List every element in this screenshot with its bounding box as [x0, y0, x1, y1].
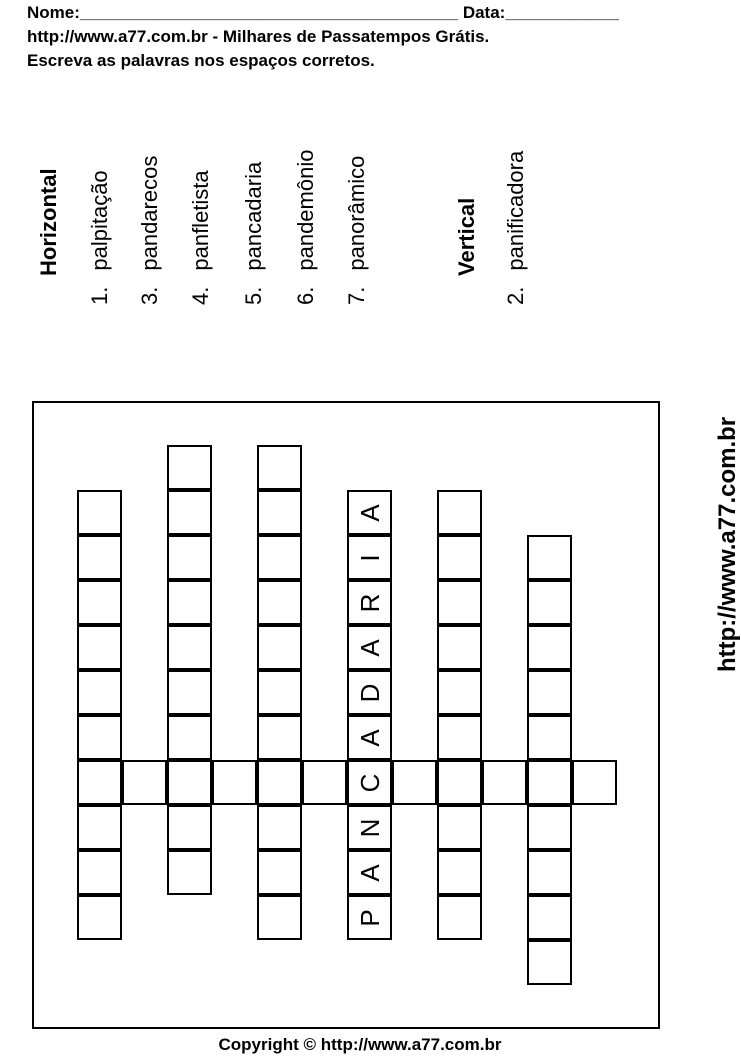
- crossword-cell[interactable]: [122, 760, 167, 805]
- clue-number: 5.: [241, 286, 266, 305]
- crossword-cell[interactable]: [527, 715, 572, 760]
- cell-letter: I: [354, 553, 385, 562]
- instructions: Escreva as palavras nos espaços corretos.: [27, 51, 375, 70]
- copyright: Copyright © http://www.a77.com.br: [218, 1035, 502, 1054]
- clue-word: palpitação: [87, 170, 112, 271]
- site-line: http://www.a77.com.br - Milhares de Passatempos Grátis.: [27, 27, 490, 46]
- crossword-cell[interactable]: [347, 490, 392, 535]
- crossword-cell[interactable]: [572, 760, 617, 805]
- nome-label: Nome:: [27, 3, 80, 22]
- crossword-cell[interactable]: [257, 850, 302, 895]
- cell-letter: R: [354, 593, 385, 612]
- crossword-cell[interactable]: [527, 895, 572, 940]
- cell-letter: A: [354, 638, 385, 657]
- crossword-cell[interactable]: [347, 625, 392, 670]
- crossword-cell[interactable]: [347, 805, 392, 850]
- data-blank[interactable]: ____________: [505, 3, 619, 22]
- crossword-cell[interactable]: [347, 580, 392, 625]
- crossword-cell[interactable]: [527, 805, 572, 850]
- crossword-cell[interactable]: [77, 535, 122, 580]
- crossword-cell[interactable]: [77, 625, 122, 670]
- clue-word: pandarecos: [137, 155, 162, 271]
- crossword-cell[interactable]: [257, 895, 302, 940]
- vertical-heading: Vertical: [454, 197, 479, 276]
- crossword-cell[interactable]: [437, 535, 482, 580]
- crossword-cell[interactable]: [212, 760, 257, 805]
- cell-letter: C: [354, 773, 385, 792]
- crossword-cell[interactable]: [257, 760, 302, 805]
- crossword-cell[interactable]: [167, 445, 212, 490]
- side-url: http://www.a77.com.br: [714, 416, 741, 672]
- crossword-cell[interactable]: [167, 535, 212, 580]
- clue-number: 2.: [503, 286, 528, 305]
- clue-number: 3.: [137, 286, 162, 305]
- crossword-cell[interactable]: [257, 445, 302, 490]
- crossword-cell[interactable]: [527, 580, 572, 625]
- crossword-cell[interactable]: [77, 805, 122, 850]
- crossword-cell[interactable]: [437, 490, 482, 535]
- crossword-cell[interactable]: [167, 760, 212, 805]
- crossword-cell[interactable]: [347, 850, 392, 895]
- crossword-cell[interactable]: [77, 850, 122, 895]
- crossword-cell[interactable]: [437, 895, 482, 940]
- crossword-cell[interactable]: [257, 715, 302, 760]
- crossword-cell[interactable]: [347, 535, 392, 580]
- crossword-cell[interactable]: [437, 580, 482, 625]
- crossword-cell[interactable]: [347, 715, 392, 760]
- crossword-cell[interactable]: [167, 715, 212, 760]
- crossword-cell[interactable]: [77, 670, 122, 715]
- clue-vertical-2: [505, 151, 527, 305]
- clue-horizontal-3: [139, 156, 161, 305]
- crossword-cell[interactable]: [77, 760, 122, 805]
- crossword-cell[interactable]: [527, 760, 572, 805]
- crossword-cell[interactable]: [77, 895, 122, 940]
- clue-word: panorâmico: [344, 155, 369, 271]
- crossword-cell[interactable]: [437, 850, 482, 895]
- crossword-cell[interactable]: [437, 805, 482, 850]
- crossword-cell[interactable]: [257, 670, 302, 715]
- crossword-cell[interactable]: [167, 670, 212, 715]
- cell-letter: A: [354, 503, 385, 522]
- clue-horizontal-1: [89, 170, 111, 305]
- clue-word: panificadora: [503, 150, 528, 271]
- crossword-cell[interactable]: [437, 670, 482, 715]
- cell-letter: N: [354, 818, 385, 837]
- horizontal-heading: Horizontal: [36, 168, 61, 276]
- crossword-cell[interactable]: [257, 490, 302, 535]
- crossword-cell[interactable]: [437, 715, 482, 760]
- clue-word: pandemônio: [293, 149, 318, 271]
- cell-letter: A: [354, 728, 385, 747]
- crossword-cell[interactable]: [257, 580, 302, 625]
- crossword-cell[interactable]: [257, 535, 302, 580]
- crossword-cell[interactable]: [437, 760, 482, 805]
- crossword-cell[interactable]: [527, 940, 572, 985]
- clue-horizontal-4: [190, 170, 212, 305]
- clue-horizontal-7: [346, 156, 368, 305]
- crossword-cell[interactable]: [167, 580, 212, 625]
- name-date-line: [27, 3, 619, 23]
- crossword-cell[interactable]: [77, 580, 122, 625]
- crossword-cell[interactable]: [347, 760, 392, 805]
- crossword-cell[interactable]: [77, 715, 122, 760]
- nome-blank[interactable]: ________________________________________: [79, 3, 459, 22]
- crossword-cell[interactable]: [167, 805, 212, 850]
- crossword-cell[interactable]: [347, 670, 392, 715]
- cell-letter: A: [354, 863, 385, 882]
- crossword-cell[interactable]: [437, 625, 482, 670]
- crossword-cell[interactable]: [347, 895, 392, 940]
- crossword-cell[interactable]: [77, 490, 122, 535]
- clue-number: 1.: [87, 286, 112, 305]
- crossword-cell[interactable]: [392, 760, 437, 805]
- clue-number: 4.: [188, 286, 213, 305]
- crossword-cell[interactable]: [302, 760, 347, 805]
- clue-horizontal-6: [295, 150, 317, 305]
- crossword-cell[interactable]: [167, 490, 212, 535]
- crossword-cell[interactable]: [527, 535, 572, 580]
- clue-horizontal-5: [243, 162, 265, 305]
- crossword-cell[interactable]: [257, 625, 302, 670]
- crossword-cell[interactable]: [167, 625, 212, 670]
- crossword-cell[interactable]: [527, 850, 572, 895]
- clue-number: 7.: [344, 286, 369, 305]
- crossword-cell[interactable]: [527, 670, 572, 715]
- crossword-cell[interactable]: [482, 760, 527, 805]
- crossword-cell[interactable]: [257, 805, 302, 850]
- cell-letter: P: [354, 908, 385, 927]
- clue-word: pancadaria: [241, 161, 266, 271]
- cell-letter: D: [354, 683, 385, 702]
- clue-word: panfletista: [188, 170, 213, 271]
- crossword-cell[interactable]: [167, 850, 212, 895]
- clue-number: 6.: [293, 286, 318, 305]
- data-label: Data:: [462, 3, 506, 22]
- crossword-cell[interactable]: [527, 625, 572, 670]
